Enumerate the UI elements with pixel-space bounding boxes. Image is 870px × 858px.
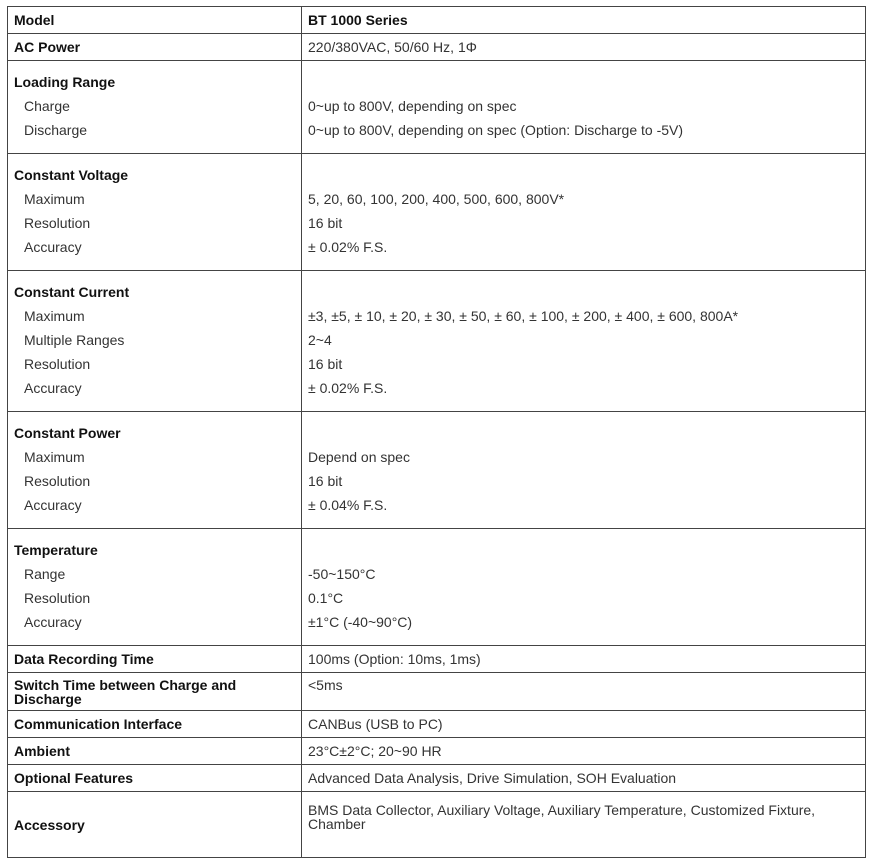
loading-range-discharge-value: 0~up to 800V, depending on spec (Option: Discharge to -5V) xyxy=(308,122,684,138)
cv-resolution-label: Resolution xyxy=(24,215,91,231)
data-recording-time-label: Data Recording Time xyxy=(14,651,154,667)
cp-maximum-value: Depend on spec xyxy=(308,449,410,465)
optional-features-label: Optional Features xyxy=(14,770,134,786)
cp-accuracy-value: ± 0.04% F.S. xyxy=(308,497,388,513)
cv-maximum-value: 5, 20, 60, 100, 200, 400, 500, 600, 800V* xyxy=(308,191,565,207)
row-optional-features xyxy=(8,765,866,792)
cp-maximum-label: Maximum xyxy=(24,449,85,465)
cc-multiple-ranges-value: 2~4 xyxy=(308,332,332,348)
communication-interface-value: CANBus (USB to PC) xyxy=(308,716,443,732)
ambient-value: 23°C±2°C; 20~90 HR xyxy=(308,743,442,759)
model-value-cell xyxy=(302,7,866,34)
cv-accuracy-value: ± 0.02% F.S. xyxy=(308,239,388,255)
row-temperature xyxy=(8,529,866,646)
spec-table xyxy=(7,6,866,858)
temperature-label: Temperature xyxy=(14,542,98,558)
row-switch-time xyxy=(8,673,866,711)
cv-resolution-value: 16 bit xyxy=(308,215,343,231)
temp-accuracy-label: Accuracy xyxy=(24,614,82,630)
model-label: Model xyxy=(14,12,55,28)
cc-resolution-value: 16 bit xyxy=(308,356,343,372)
row-ac-power xyxy=(8,34,866,61)
data-recording-time-value: 100ms (Option: 10ms, 1ms) xyxy=(308,651,481,667)
cc-multiple-ranges-label: Multiple Ranges xyxy=(24,332,125,348)
constant-power-label: Constant Power xyxy=(14,425,121,441)
switch-time-value: <5ms xyxy=(308,677,343,693)
row-ambient xyxy=(8,738,866,765)
cc-accuracy-label: Accuracy xyxy=(24,380,82,396)
row-accessory xyxy=(8,792,866,858)
row-constant-current xyxy=(8,271,866,412)
constant-current-label: Constant Current xyxy=(14,284,130,300)
row-loading-range xyxy=(8,61,866,154)
cc-resolution-label: Resolution xyxy=(24,356,91,372)
cv-maximum-label: Maximum xyxy=(24,191,85,207)
communication-interface-label: Communication Interface xyxy=(14,716,183,732)
switch-time-label-line2: Discharge xyxy=(14,691,82,707)
row-model xyxy=(8,7,866,34)
cp-resolution-value: 16 bit xyxy=(308,473,343,489)
loading-range-label: Loading Range xyxy=(14,74,116,90)
temp-range-label: Range xyxy=(24,566,66,582)
model-label-cell xyxy=(8,7,302,34)
temp-range-value: -50~150°C xyxy=(308,566,376,582)
ac-power-value: 220/380VAC, 50/60 Hz, 1Φ xyxy=(308,39,477,55)
model-value: BT 1000 Series xyxy=(308,12,408,28)
optional-features-value: Advanced Data Analysis, Drive Simulation, SOH Evaluation xyxy=(308,770,677,786)
cc-maximum-label: Maximum xyxy=(24,308,85,324)
switch-time-label-line1: Switch Time between Charge and xyxy=(14,677,237,693)
temp-resolution-label: Resolution xyxy=(24,590,91,606)
ambient-label: Ambient xyxy=(14,743,70,759)
row-constant-voltage xyxy=(8,154,866,271)
cc-accuracy-value: ± 0.02% F.S. xyxy=(308,380,388,396)
row-data-recording-time xyxy=(8,646,866,673)
loading-range-charge-value: 0~up to 800V, depending on spec xyxy=(308,98,517,114)
temp-resolution-value: 0.1°C xyxy=(308,590,344,606)
cp-accuracy-label: Accuracy xyxy=(24,497,82,513)
row-constant-power xyxy=(8,412,866,529)
cv-accuracy-label: Accuracy xyxy=(24,239,82,255)
accessory-label: Accessory xyxy=(14,816,85,833)
row-communication-interface xyxy=(8,711,866,738)
accessory-value-line2: Chamber xyxy=(308,816,366,832)
cc-maximum-value: ±3, ±5, ± 10, ± 20, ± 30, ± 50, ± 60, ± 100, ± 200, ± 400, ± 600, 800A* xyxy=(308,308,739,324)
temp-accuracy-value: ±1°C (-40~90°C) xyxy=(308,614,413,630)
loading-range-discharge-label: Discharge xyxy=(24,122,88,138)
loading-range-charge-label: Charge xyxy=(24,98,70,114)
ac-power-label: AC Power xyxy=(14,39,81,55)
accessory-value-line1: BMS Data Collector, Auxiliary Voltage, Auxiliary Temperature, Customized Fixture, xyxy=(308,802,816,818)
constant-voltage-label: Constant Voltage xyxy=(14,167,129,183)
cp-resolution-label: Resolution xyxy=(24,473,91,489)
